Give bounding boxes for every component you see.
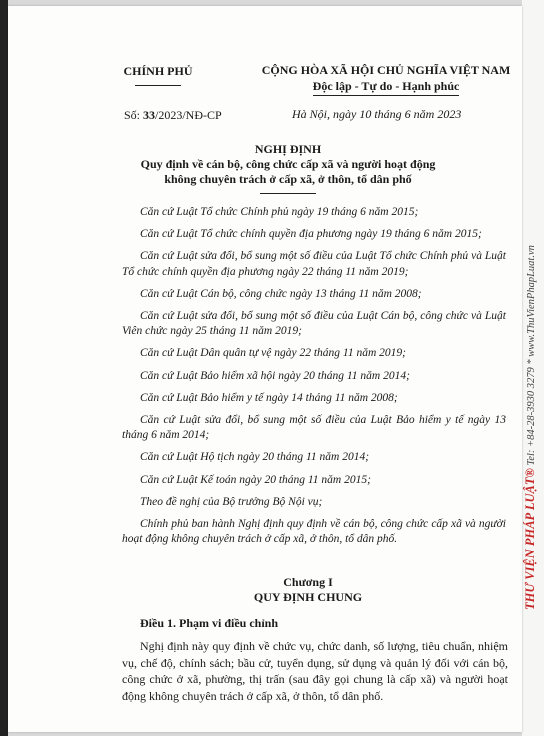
agency-underline [135, 85, 181, 86]
basis-item: Căn cứ Luật Bảo hiểm xã hội ngày 20 tháng 11 năm 2014; [140, 369, 410, 382]
chapter-heading [148, 575, 468, 605]
decree-title-line1: Quy định về cán bộ, công chức cấp xã và người hoạt động [140, 157, 436, 171]
basis-item: Căn cứ Luật sửa đổi, bổ sung một số điều của Luật Cán bộ, công chức và Luật Viên chức ngày 25 tháng 11 năm 2019; [122, 310, 506, 338]
article-heading: Điều 1. Phạm vi điều chỉnh [140, 616, 279, 630]
agency-name: CHÍNH PHỦ [123, 64, 193, 78]
motto: Độc lập - Tự do - Hạnh phúc [312, 79, 460, 93]
document-number-suffix: /2023/NĐ-CP [155, 108, 222, 122]
decree-type: NGHỊ ĐỊNH [254, 142, 322, 156]
document-number-value: 33 [143, 108, 156, 122]
title-underline [260, 193, 316, 194]
agency-block [98, 64, 218, 86]
basis-item: Căn cứ Luật Cán bộ, công chức ngày 13 tháng 11 năm 2008; [140, 287, 422, 300]
basis-item: Căn cứ Luật sửa đổi, bổ sung một số điều của Luật Bảo hiểm y tế ngày 13 tháng 6 năm 2014; [122, 414, 506, 442]
nation-name: CỘNG HÒA XÃ HỘI CHỦ NGHĨA VIỆT NAM [261, 63, 511, 77]
document-page [8, 6, 522, 732]
basis-item: Căn cứ Luật Bảo hiểm y tế ngày 14 tháng 11 năm 2008; [140, 391, 398, 404]
chapter-name: QUY ĐỊNH CHUNG [253, 590, 363, 604]
side-watermark [523, 110, 538, 610]
legal-bases [122, 205, 506, 554]
basis-item: Căn cứ Luật Kế toán ngày 20 tháng 11 năm 2015; [140, 473, 371, 486]
watermark-brand: THƯ VIỆN PHÁP LUẬT [523, 477, 537, 610]
basis-item: Căn cứ Luật Tổ chức chính quyền địa phương ngày 19 tháng 6 năm 2015; [140, 228, 482, 241]
basis-item: Căn cứ Luật sửa đổi, bổ sung một số điều của Luật Tổ chức Chính phủ và Luật Tổ chức chính quyền địa phương ngày 22 tháng 11 năm 2019; [122, 250, 506, 278]
nation-block [246, 62, 526, 96]
document-number-prefix: Số: [124, 108, 144, 122]
chapter-number: Chương I [283, 575, 333, 589]
basis-item: Căn cứ Luật Dân quân tự vệ ngày 22 tháng 11 năm 2019; [140, 347, 406, 360]
watermark-reg: ® [523, 468, 537, 478]
basis-item: Căn cứ Luật Tổ chức Chính phủ ngày 19 tháng 6 năm 2015; [140, 206, 419, 218]
watermark-contact: Tel: +84-28-3930 3279 * www.ThuVienPhapLuat.vn [526, 245, 537, 469]
issue-date: Hà Nội, ngày 10 tháng 6 năm 2023 [292, 107, 462, 121]
document-number [124, 108, 222, 123]
decree-title-line2: không chuyên trách ở cấp xã, ở thôn, tổ dân phố [164, 172, 412, 186]
proposal-item: Theo đề nghị của Bộ trưởng Bộ Nội vụ; [140, 495, 323, 508]
motto-underline [313, 95, 459, 96]
decree-title [128, 142, 448, 194]
enactment-clause: Chính phủ ban hành Nghị định quy định về cán bộ, công chức cấp xã và người hoạt động không chuyên trách ở cấp xã, ở thôn, tổ dân phố. [122, 518, 506, 546]
article-body: Nghị định này quy định về chức vụ, chức danh, số lượng, tiêu chuẩn, nhiệm vụ, chế độ, chính sách; bầu cử, tuyển dụng, sử dụng và quản lý đối với cán bộ, công chức ở xã, phường, thị trấn (sau đây gọi chung là cấp xã) và người hoạt động không chuyên trách ở cấp xã, ở thôn, tổ dân phố. [122, 639, 508, 703]
scan-left-edge [0, 0, 8, 736]
basis-item: Căn cứ Luật Hộ tịch ngày 20 tháng 11 năm 2014; [140, 451, 370, 464]
